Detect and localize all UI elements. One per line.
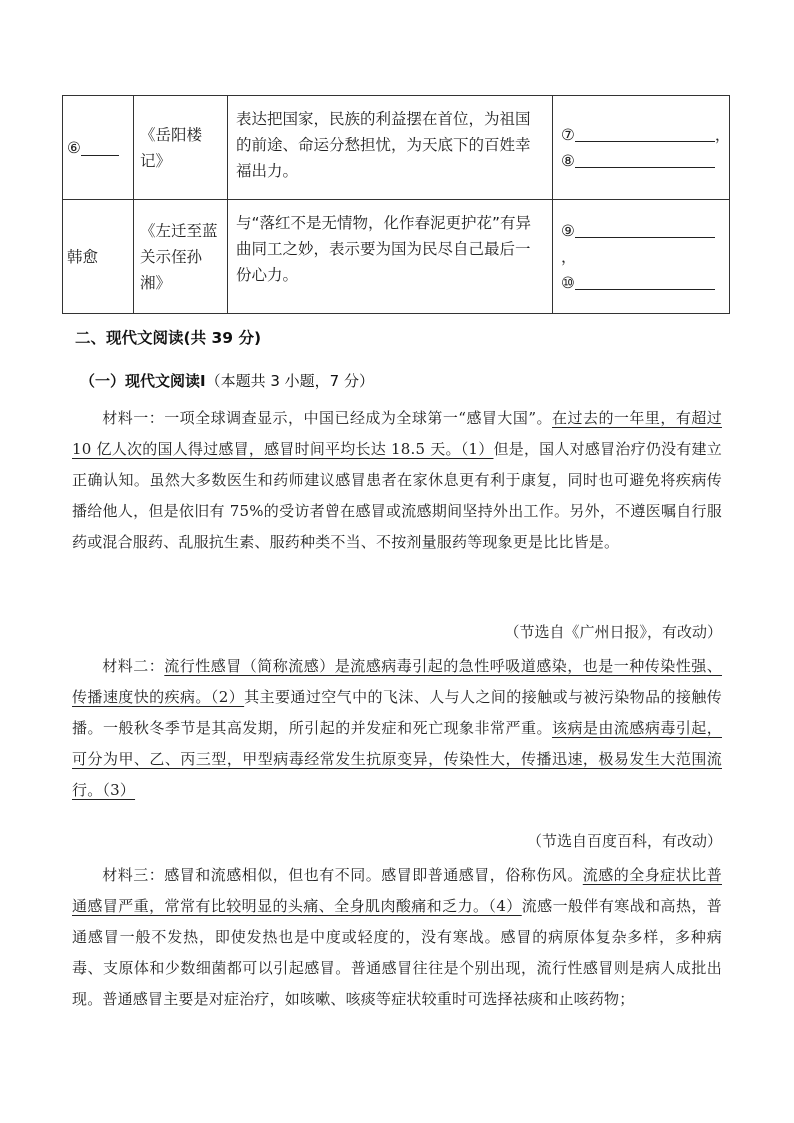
author-blank[interactable] — [81, 139, 119, 156]
table-row — [63, 200, 729, 313]
material-two-lead: 材料二： — [102, 657, 165, 675]
answer-cell — [553, 96, 729, 199]
work-cell — [134, 96, 228, 199]
answer-blank[interactable] — [575, 125, 715, 142]
answer-number: ⑨ — [561, 221, 575, 240]
work-title: 《岳阳楼记》 — [140, 125, 203, 170]
author-blank-number: ⑥ — [67, 138, 81, 157]
material-three-lead: 材料三：感冒和流感相似，但也有不同。感冒即普通感冒，俗称伤风。 — [102, 866, 583, 884]
answer-number: ⑧ — [561, 151, 575, 170]
material-one-paragraph — [72, 403, 722, 558]
subsection-title — [80, 370, 374, 391]
material-one-lead: 材料一：一项全球调查显示，中国已经成为全球第一“感冒大国”。 — [102, 409, 552, 427]
content-cell — [228, 200, 553, 313]
answer-cell — [553, 200, 729, 313]
poetry-table — [62, 95, 730, 314]
answer-number: ⑦ — [561, 125, 575, 144]
content-text: 表达把国家，民族的利益摆在首位，为祖国的前途、命运分愁担忧，为天底下的百姓幸福出力。 — [236, 110, 531, 180]
material-three-paragraph — [72, 860, 722, 1015]
content-cell — [228, 96, 553, 199]
material-two-underlined-1: 流行性感冒（简称流感）是流感病毒引起的急性呼吸道感染，也是一种传染性强、传播速度快的疾病。（2） — [72, 657, 722, 706]
material-two-source: （节选自百度百科，有改动） — [526, 832, 722, 850]
subsection-note: （本题共 3 小题，7 分） — [205, 372, 374, 390]
answer-blank[interactable] — [575, 151, 715, 168]
work-cell — [134, 200, 228, 313]
work-title: 《左迁至蓝关示侄孙湘》 — [140, 221, 218, 292]
material-one-source: （节选自《广州日报》，有改动） — [504, 623, 722, 641]
material-two-paragraph — [72, 651, 722, 806]
answer-separator: ， — [561, 247, 577, 266]
answer-blank[interactable] — [575, 273, 715, 290]
subsection-main: （一）现代文阅读Ⅰ — [80, 372, 206, 390]
material-one-rest: 但是，国人对感冒治疗仍没有建立正确认知。虽然大多数医生和药师建议感冒患者在家休息更有利于康复，同时也可避免将疾病传播给他人，但是依旧有 75%的受访者曾在感冒或流感期间坚持外出工作。另外，不遵医嘱自行服药或混合服药、乱服抗生素、服药种类不当、不按剂量服药等现象更是比比皆是。 — [72, 440, 722, 551]
material-one-underlined: 在过去的一年里，有超过 10 亿人次的国人得过感冒，感冒时间平均长达 18.5 天。（1） — [72, 409, 722, 458]
material-two-underlined-2: 该病是由流感病毒引起，可分为甲、乙、丙三型，甲型病毒经常发生抗原变异，传染性大，传播迅速，极易发生大范围流行。（3） — [72, 719, 722, 799]
answer-separator: ， — [714, 125, 731, 144]
content-text: 与“落红不是无情物，化作春泥更护花”有异曲同工之妙，表示要为国为民尽自己最后一份心力。 — [236, 214, 532, 284]
author-cell — [63, 96, 134, 199]
author-cell — [63, 200, 134, 313]
section-title: 二、现代文阅读(共 39 分) — [75, 329, 262, 347]
answer-blank[interactable] — [575, 221, 715, 238]
answer-number: ⑩ — [561, 273, 575, 292]
table-row — [63, 96, 729, 200]
material-two-middle: 其主要通过空气中的飞沫、人与人之间的接触或与被污染物品的接触传播。一般秋冬季节是其高发期，所引起的并发症和死亡现象非常严重。 — [72, 688, 722, 737]
material-three-underlined: 流感的全身症状比普通感冒严重，常常有比较明显的头痛、全身肌肉酸痛和乏力。（4） — [72, 866, 722, 915]
material-three-rest: 流感一般伴有寒战和高热，普通感冒一般不发热，即使发热也是中度或轻度的，没有寒战。感冒的病原体复杂多样，多种病毒、支原体和少数细菌都可以引起感冒。普通感冒往往是个别出现，流行性感冒则是病人成批出现。普通感冒主要是对症治疗，如咳嗽、咳痰等症状较重时可选择祛痰和止咳药物； — [72, 897, 723, 1008]
author-name: 韩愈 — [67, 247, 99, 266]
